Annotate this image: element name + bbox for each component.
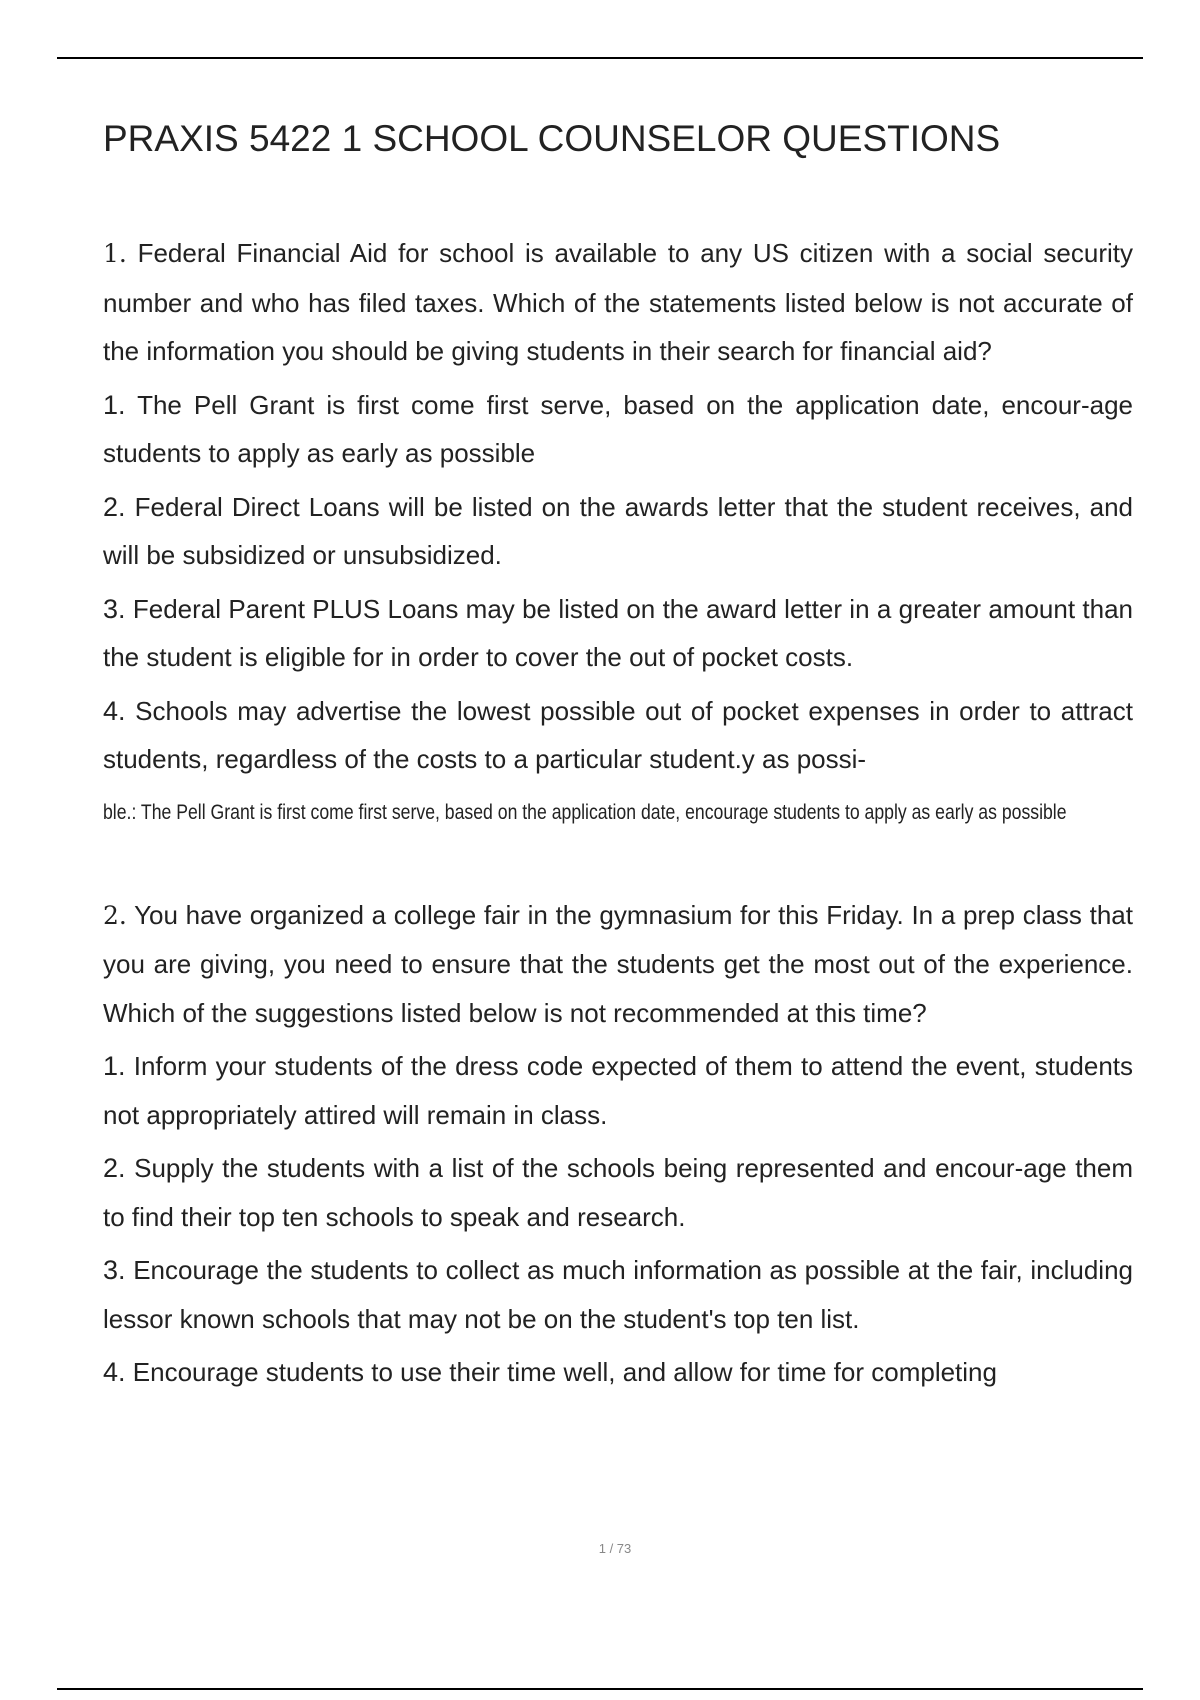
question-text: You have organized a college fair in the gymnasium for this Friday. In a prep class that you are giving, you need to ensure that the students get the most out of the experience. Which of the suggestions listed below is not recommended at this time? [103,899,1133,1028]
option-text: Encourage the students to collect as much information as possible at the fair, including lessor known schools that may not be on the student's top ten list. [103,1255,1133,1334]
option-text: Federal Direct Loans will be listed on the awards letter that the student receives, and will be subsidized or unsubsidized. [103,491,1134,570]
document-body [103,229,1133,1402]
option-number: 1. [103,389,126,420]
question-text: Federal Financial Aid for school is available to any US citizen with a social security number and who has filed taxes. Which of the statements listed below is not accurate of the information you should be giving students in their search for financial aid? [103,238,1133,366]
page-number: 1 / 73 [598,1541,632,1556]
option-text: The Pell Grant is first come first serve, based on the application date, encour-age students to apply as early as possible [103,389,1133,468]
option-number: 3. [103,1255,126,1285]
question-1-option-2 [103,483,1133,580]
question-1-option-3 [103,585,1133,682]
question-2 [103,891,1133,1038]
question-2-option-1 [103,1042,1133,1139]
top-rule [57,57,1143,59]
bottom-rule [57,1688,1143,1690]
question-2-option-2 [103,1144,1133,1241]
option-number: 1. [103,1051,126,1081]
option-number: 4. [103,695,126,726]
option-text: Inform your students of the dress code expected of them to attend the event, students not appropriately attired will remain in class. [103,1051,1133,1130]
option-number: 2. [103,1153,126,1183]
option-text: Federal Parent PLUS Loans may be listed on the award letter in a greater amount than the student is eligible for in order to cover the out of pocket costs. [103,593,1133,672]
question-1-option-1 [103,381,1133,478]
option-text: Supply the students with a list of the schools being represented and encour-age them to find their top ten schools to speak and research. [103,1153,1133,1232]
question-number: 2. [103,900,127,930]
question-1-option-4 [103,687,1133,784]
question-1 [103,229,1133,376]
question-number: 1. [103,239,127,268]
question-2-option-3 [103,1246,1133,1343]
option-text: Schools may advertise the lowest possible out of pocket expenses in order to attract students, regardless of the costs to a particular student.y as possi- [103,695,1133,774]
option-number: 4. [103,1357,126,1387]
question-2-option-4 [103,1348,1133,1397]
document-title: PRAXIS 5422 1 SCHOOL COUNSELOR QUESTIONS [103,118,1001,159]
question-1-answer: ble.: The Pell Grant is first come first serve, based on the application date, encourage students to apply as early as possible [103,800,1067,824]
option-text: Encourage students to use their time well, and allow for time for completing [132,1357,997,1387]
option-number: 3. [103,593,126,624]
option-number: 2. [103,491,126,522]
